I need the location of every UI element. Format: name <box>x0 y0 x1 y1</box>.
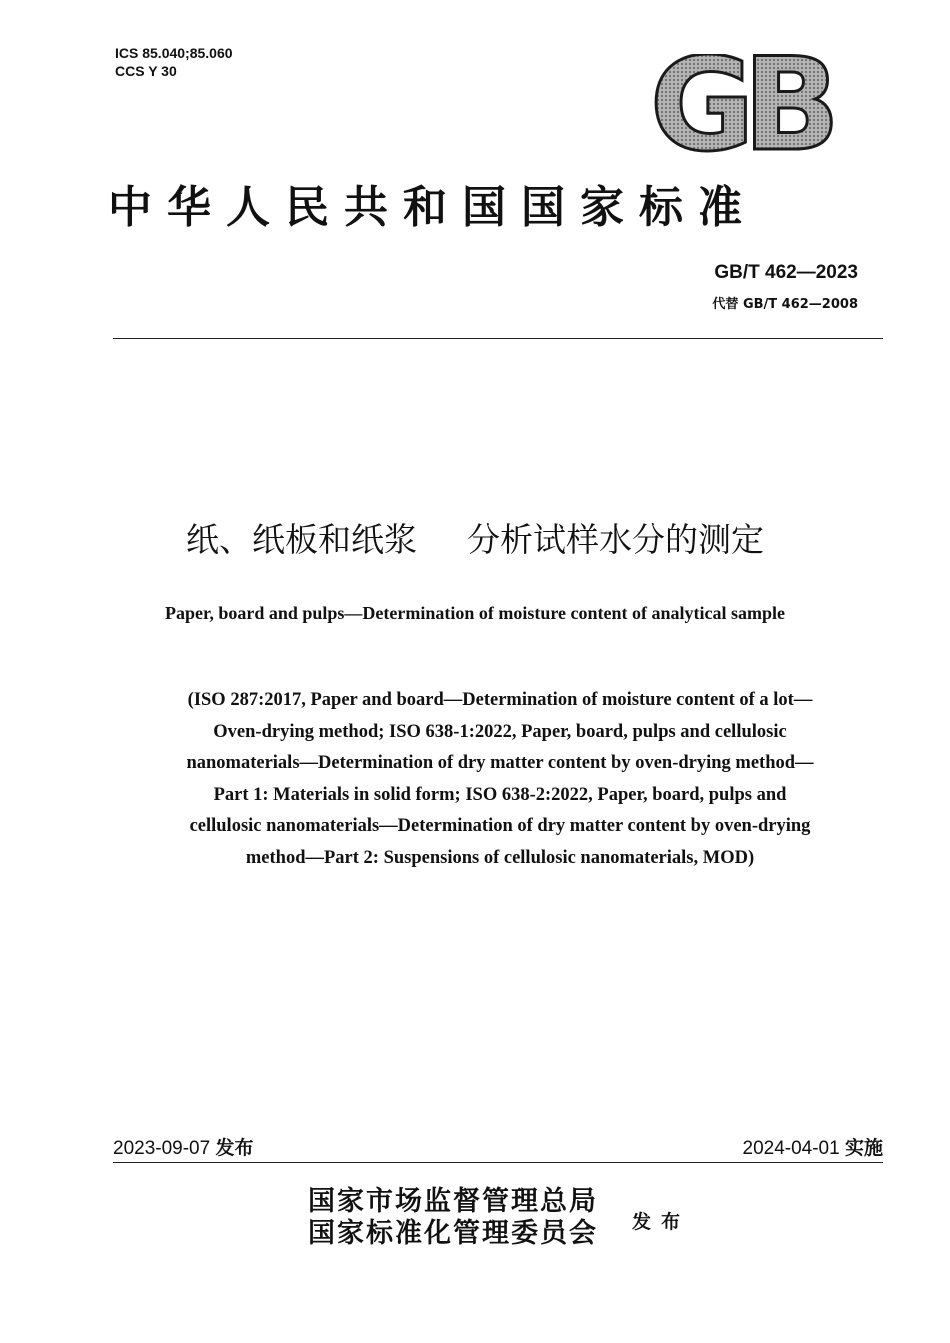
iso-line: Oven-drying method; ISO 638-1:2022, Paper, board, pulps and cellulosic <box>213 721 787 742</box>
gb-logo <box>644 54 834 158</box>
national-standard-title: 中华人民共和国国家标准 <box>108 182 757 233</box>
iso-line: nanomaterials—Determination of dry matter content by oven-drying method— <box>186 753 814 773</box>
issue-date: 2023-09-07 <box>113 1138 211 1159</box>
iso-line: Part 1: Materials in solid form; ISO 638-2:2022, Paper, board, pulps and <box>213 784 787 805</box>
issuer-samr: 国家市场监督管理总局 <box>308 1186 598 1217</box>
iso-line: method—Part 2: Suspensions of cellulosic nanomaterials, MOD) <box>245 847 755 868</box>
issue-date-group <box>113 1133 254 1160</box>
header-divider <box>113 338 883 339</box>
dates-row <box>113 1133 883 1159</box>
issue-label: 发布 <box>215 1137 254 1159</box>
chinese-title <box>0 512 950 568</box>
chinese-title-part1: 纸、纸板和纸浆 <box>186 520 417 559</box>
replaces-standard: 代替 GB/T 462—2008 <box>712 297 858 312</box>
english-title: Paper, board and pulps—Determination of moisture content of analytical sample <box>164 603 785 623</box>
iso-equivalence <box>100 685 900 874</box>
chinese-title-part2: 分析试样水分的测定 <box>467 520 764 559</box>
issuing-authorities <box>308 1186 598 1250</box>
footer-divider <box>113 1162 883 1163</box>
standard-number: GB/T 462—2023 <box>714 262 858 283</box>
iso-line: cellulosic nanomaterials—Determination of dry matter content by oven-drying <box>189 816 811 836</box>
implementation-date-group <box>743 1133 884 1160</box>
gb-logo-text: GB <box>649 54 829 158</box>
implementation-label: 实施 <box>844 1137 883 1159</box>
classification-codes <box>115 44 233 80</box>
publish-label: 发布 <box>632 1211 691 1233</box>
issuer-sac: 国家标准化管理委员会 <box>308 1218 598 1249</box>
iso-line: (ISO 287:2017, Paper and board—Determination of moisture content of a lot— <box>187 690 813 710</box>
ics-code: ICS 85.040;85.060 <box>115 45 233 61</box>
ccs-code: CCS Y 30 <box>115 63 177 79</box>
implementation-date: 2024-04-01 <box>742 1138 840 1159</box>
